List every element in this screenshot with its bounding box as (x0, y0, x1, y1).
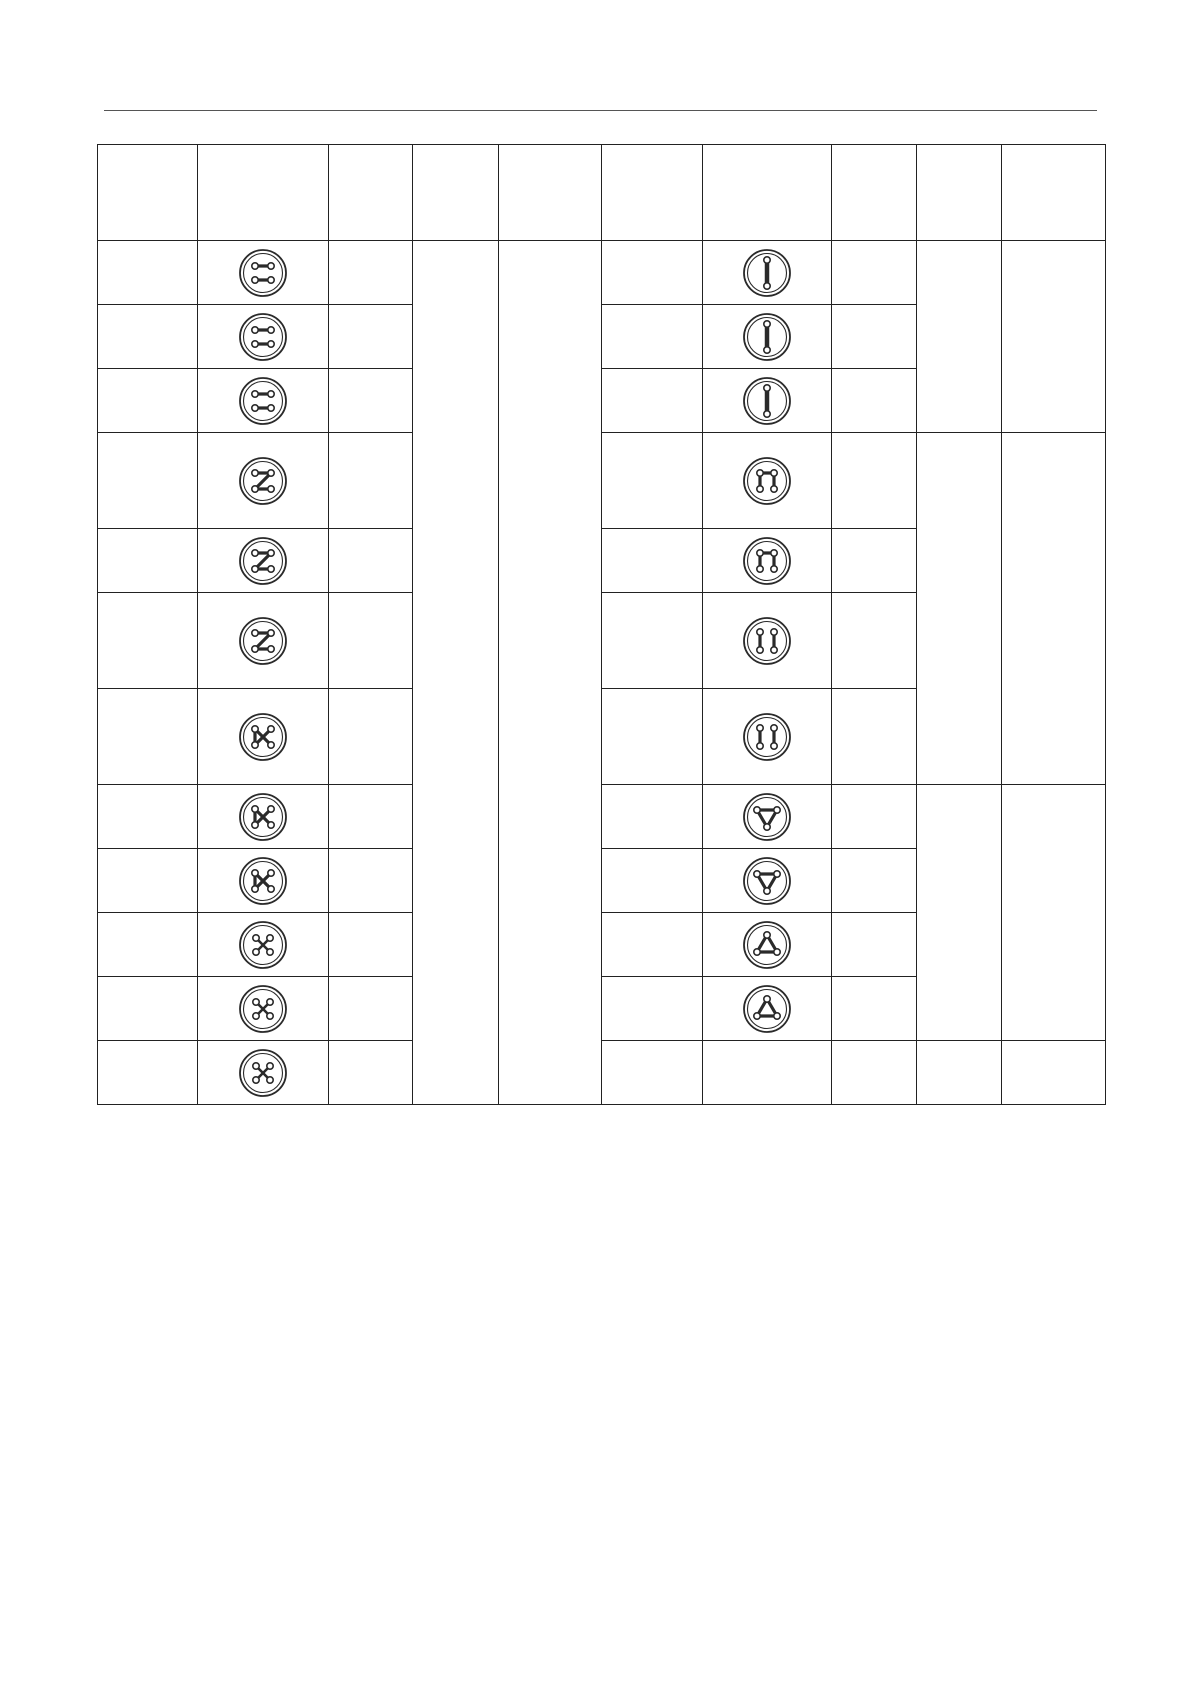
table-row (98, 433, 1106, 529)
table-cell (832, 305, 917, 369)
table-cell (703, 1041, 832, 1105)
table-cell (832, 433, 917, 529)
four-dot-z-pattern-icon (238, 456, 288, 506)
table-cell (98, 977, 198, 1041)
table-cell (832, 593, 917, 689)
four-dot-cross-icon (238, 1048, 288, 1098)
merged-cell (1002, 241, 1106, 433)
header-cell (917, 145, 1002, 241)
three-dot-triangle-down-icon (742, 856, 792, 906)
merged-cell (917, 241, 1002, 433)
table-cell (329, 849, 413, 913)
table-cell (329, 913, 413, 977)
left-icon-cell (198, 433, 329, 529)
table-cell (602, 1041, 703, 1105)
right-icon-cell (703, 241, 832, 305)
table-cell (329, 1041, 413, 1105)
table-cell (832, 529, 917, 593)
right-icon-cell (703, 785, 832, 849)
three-dot-triangle-up-icon (742, 920, 792, 970)
four-dot-x-bar-icon (238, 712, 288, 762)
table-row (98, 1041, 1106, 1105)
merged-cell (917, 785, 1002, 1041)
two-dot-vertical-bar-icon (742, 376, 792, 426)
four-dot-n-pattern-icon (742, 456, 792, 506)
table-cell (602, 369, 703, 433)
left-icon-cell (198, 369, 329, 433)
table-cell (602, 433, 703, 529)
table-cell (329, 689, 413, 785)
table-row (98, 785, 1106, 849)
table-cell (602, 849, 703, 913)
four-dot-horizontal-pairs-icon (238, 376, 288, 426)
table-cell (1002, 1041, 1106, 1105)
four-dot-parallel-bars-icon (742, 616, 792, 666)
table-cell (98, 241, 198, 305)
table-cell (98, 593, 198, 689)
table-cell (832, 785, 917, 849)
table-cell (329, 433, 413, 529)
four-dot-z-pattern-icon (238, 616, 288, 666)
table-cell (98, 849, 198, 913)
table-cell (602, 785, 703, 849)
right-icon-cell (703, 913, 832, 977)
table-cell (832, 369, 917, 433)
four-dot-n-pattern-icon (742, 536, 792, 586)
header-cell (1002, 145, 1106, 241)
table-cell (329, 593, 413, 689)
table-cell (329, 977, 413, 1041)
right-icon-cell (703, 369, 832, 433)
four-dot-x-bar-icon (238, 792, 288, 842)
table-cell (602, 241, 703, 305)
left-icon-cell (198, 593, 329, 689)
table-cell (832, 849, 917, 913)
right-icon-cell (703, 689, 832, 785)
header-cell (499, 145, 602, 241)
three-dot-triangle-up-icon (742, 984, 792, 1034)
table-cell (98, 1041, 198, 1105)
table-row (98, 241, 1106, 305)
three-dot-triangle-down-icon (742, 792, 792, 842)
table-cell (602, 913, 703, 977)
table-cell (98, 689, 198, 785)
four-dot-parallel-bars-icon (742, 712, 792, 762)
table-cell (98, 433, 198, 529)
table-cell (98, 305, 198, 369)
right-icon-cell (703, 593, 832, 689)
table-cell (832, 977, 917, 1041)
table-cell (98, 785, 198, 849)
table-cell (98, 369, 198, 433)
left-icon-cell (198, 977, 329, 1041)
right-icon-cell (703, 529, 832, 593)
table-cell (329, 305, 413, 369)
table-cell (329, 241, 413, 305)
table-cell (917, 1041, 1002, 1105)
header-cell (413, 145, 499, 241)
header-cell (602, 145, 703, 241)
table-cell (832, 241, 917, 305)
four-dot-z-pattern-icon (238, 536, 288, 586)
four-dot-cross-icon (238, 920, 288, 970)
merged-cell (413, 241, 499, 1105)
table-cell (832, 689, 917, 785)
two-dot-vertical-bar-icon (742, 248, 792, 298)
right-icon-cell (703, 977, 832, 1041)
table-cell (602, 529, 703, 593)
button-sewing-pattern-table (97, 144, 1106, 1105)
right-icon-cell (703, 305, 832, 369)
header-rule (104, 110, 1097, 111)
table-cell (98, 529, 198, 593)
left-icon-cell (198, 1041, 329, 1105)
left-icon-cell (198, 913, 329, 977)
left-icon-cell (198, 849, 329, 913)
header-cell (198, 145, 329, 241)
merged-cell (499, 241, 602, 1105)
left-icon-cell (198, 529, 329, 593)
merged-cell (1002, 433, 1106, 785)
table-cell (602, 689, 703, 785)
left-icon-cell (198, 689, 329, 785)
merged-cell (1002, 785, 1106, 1041)
two-dot-vertical-bar-icon (742, 312, 792, 362)
left-icon-cell (198, 785, 329, 849)
merged-cell (917, 433, 1002, 785)
table-cell (329, 369, 413, 433)
table-cell (602, 305, 703, 369)
header-cell (832, 145, 917, 241)
table-cell (602, 977, 703, 1041)
four-dot-x-bar-icon (238, 856, 288, 906)
table-cell (98, 913, 198, 977)
table-cell (832, 913, 917, 977)
four-dot-cross-icon (238, 984, 288, 1034)
table-cell (329, 785, 413, 849)
left-icon-cell (198, 241, 329, 305)
four-dot-horizontal-pairs-icon (238, 312, 288, 362)
header-cell (98, 145, 198, 241)
left-icon-cell (198, 305, 329, 369)
header-cell (329, 145, 413, 241)
table-cell (329, 529, 413, 593)
table-cell (832, 1041, 917, 1105)
header-row (98, 145, 1106, 241)
right-icon-cell (703, 849, 832, 913)
right-icon-cell (703, 433, 832, 529)
table-cell (602, 593, 703, 689)
four-dot-horizontal-pairs-icon (238, 248, 288, 298)
header-cell (703, 145, 832, 241)
